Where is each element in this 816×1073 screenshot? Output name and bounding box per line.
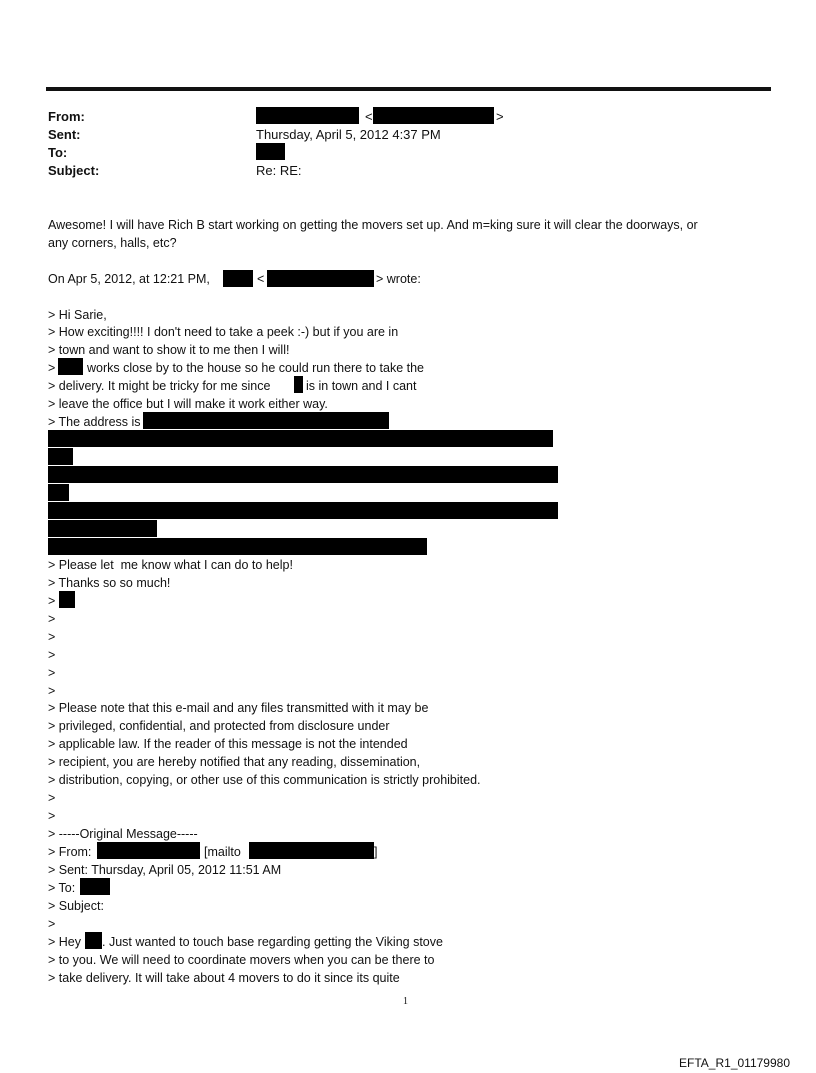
from-lt: < — [365, 109, 373, 124]
document-id: EFTA_R1_01179980 — [679, 1056, 790, 1070]
subject-label: Subject: — [48, 163, 100, 178]
sent-value: Thursday, April 5, 2012 4:37 PM — [256, 127, 441, 142]
body-line: any corners, halls, etc? — [48, 236, 177, 250]
redaction-address — [48, 520, 157, 537]
on-date-lt: < — [257, 272, 265, 286]
to-label: To: — [48, 145, 68, 160]
quote-line: > town and want to show it to me then I will! — [48, 343, 290, 357]
quote-line: > — [48, 361, 56, 375]
quote-line: > — [48, 684, 56, 698]
from-label: From: — [48, 109, 85, 124]
redaction-address — [48, 502, 558, 519]
redaction-original-email — [249, 842, 374, 859]
disclaimer-line: > recipient, you are hereby notified that any reading, dissemination, — [48, 755, 421, 769]
redaction-name — [294, 376, 303, 393]
redaction-address — [143, 412, 389, 429]
disclaimer-line: > distribution, copying, or other use of this communication is strictly prohibited. — [48, 773, 481, 787]
header-rule — [46, 87, 771, 91]
quote-line: > delivery. It might be tricky for me since — [48, 379, 271, 393]
original-message-line: > to you. We will need to coordinate movers when you can be there to — [48, 953, 435, 967]
quote-line: > — [48, 612, 56, 626]
original-message-line: > take delivery. It will take about 4 movers to do it since its quite — [48, 971, 400, 985]
quote-line: > Please let me know what I can do to help! — [48, 558, 293, 572]
quote-line: works close by to the house so he could run there to take the — [87, 361, 425, 375]
quote-line: > leave the office but I will make it work either way. — [48, 397, 328, 411]
disclaimer-line: > applicable law. If the reader of this message is not the intended — [48, 737, 408, 751]
from-gt: > — [496, 109, 504, 124]
original-message-line: > Sent: Thursday, April 05, 2012 11:51 AM — [48, 863, 282, 877]
quote-line: is in town and I cant — [306, 379, 417, 393]
redaction-to — [256, 143, 285, 160]
redaction-address — [48, 538, 427, 555]
redaction-sender-name — [223, 270, 253, 287]
quote-line: > — [48, 791, 56, 805]
body-line: Awesome! I will have Rich B start working on getting the movers set up. And m=king sure it will clear the doorways, or — [48, 218, 698, 232]
original-from-mailto: [mailto — [204, 845, 241, 859]
quote-line: > The address is — [48, 415, 141, 429]
subject-value: Re: RE: — [256, 163, 302, 178]
redaction-signature — [59, 591, 75, 608]
redaction-address — [48, 466, 558, 483]
redaction-address — [48, 484, 69, 501]
quote-line: > Thanks so so much! — [48, 576, 171, 590]
redaction-address — [48, 430, 553, 447]
original-message-line: > Subject: — [48, 899, 104, 913]
quote-line: > How exciting!!!! I don't need to take a peek :-) but if you are in — [48, 325, 399, 339]
redaction-original-from — [97, 842, 200, 859]
redaction-from-name — [256, 107, 359, 124]
page-number: 1 — [403, 996, 408, 1007]
redaction-name — [85, 932, 102, 949]
on-date-suffix: > wrote: — [376, 272, 421, 286]
redaction-sender-email — [267, 270, 374, 287]
original-from-end: ] — [374, 845, 378, 859]
quote-line: > Hi Sarie, — [48, 308, 107, 322]
redaction-from-email — [373, 107, 494, 124]
original-to-prefix: > To: — [48, 881, 76, 895]
original-from-prefix: > From: — [48, 845, 92, 859]
quote-line: > — [48, 630, 56, 644]
redaction-name — [58, 358, 83, 375]
original-message-line: . Just wanted to touch base regarding getting the Viking stove — [102, 935, 443, 949]
disclaimer-line: > privileged, confidential, and protected from disclosure under — [48, 719, 390, 733]
redaction-original-to — [80, 878, 110, 895]
redaction-address — [48, 448, 73, 465]
quote-line: > — [48, 648, 56, 662]
original-message-line: > -----Original Message----- — [48, 827, 198, 841]
quote-line: > — [48, 666, 56, 680]
original-message-line: > — [48, 917, 56, 931]
disclaimer-line: > Please note that this e-mail and any files transmitted with it may be — [48, 701, 429, 715]
original-hey-prefix: > Hey — [48, 935, 82, 949]
quote-line: > — [48, 594, 56, 608]
sent-label: Sent: — [48, 127, 81, 142]
on-date-prefix: On Apr 5, 2012, at 12:21 PM, — [48, 272, 210, 286]
quote-line: > — [48, 809, 56, 823]
